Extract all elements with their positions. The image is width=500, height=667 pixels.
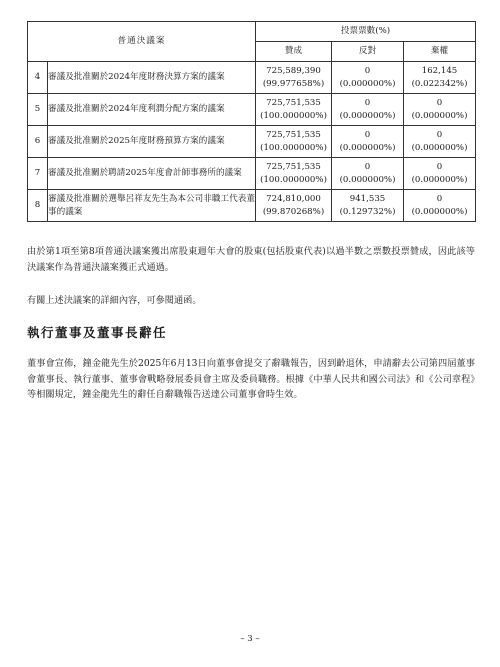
passed-resolutions-paragraph: 由於第1項至第8項普通決議案獲出席股東週年大會的股東(包括股東代表)以過半數之票數投票贊成，因此該等決議案作為普通決議案獲正式通過。 (27, 246, 475, 273)
votes-abstain-count: 0 (436, 130, 443, 140)
votes-for-percent: (100.000000%) (260, 110, 327, 121)
votes-against (332, 190, 404, 222)
row-number: 5 (28, 94, 48, 126)
votes-for-percent: (100.000000%) (260, 174, 327, 185)
column-abstain: 棄權 (404, 42, 476, 62)
votes-against (332, 62, 404, 94)
resolution-text: 審議及批准關於聘請2025年度會計師事務所的議案 (48, 158, 256, 190)
votes-for-count: 725,589,390 (266, 66, 321, 76)
votes-against-count: 0 (364, 66, 371, 76)
votes-against-percent: (0.000000%) (339, 174, 396, 185)
section-heading: 執行董事及董事長辭任 (27, 325, 168, 340)
table-row (28, 126, 476, 158)
column-for: 贊成 (256, 42, 332, 62)
votes-against-count: 0 (364, 130, 371, 140)
table-row (28, 190, 476, 222)
votes-abstain (404, 158, 476, 190)
votes-for (256, 62, 332, 94)
row-number: 4 (28, 62, 48, 94)
votes-against (332, 94, 404, 126)
table-row (28, 158, 476, 190)
votes-abstain-count: 162,145 (421, 66, 458, 76)
votes-abstain-count: 0 (436, 194, 443, 204)
votes-against-count: 941,535 (349, 194, 386, 204)
page-number: – 3 – (240, 634, 260, 644)
votes-abstain (404, 62, 476, 94)
votes-for (256, 158, 332, 190)
row-number: 7 (28, 158, 48, 190)
votes-for-count: 725,751,535 (266, 162, 321, 172)
votes-against-percent: (0.000000%) (339, 142, 396, 153)
votes-for-percent: (100.000000%) (260, 142, 327, 153)
votes-header: 投票票數(%) (256, 22, 476, 42)
votes-for (256, 190, 332, 222)
table-row (28, 94, 476, 126)
votes-against-percent: (0.129732%) (339, 206, 396, 217)
votes-abstain-percent: (0.022342%) (411, 78, 468, 89)
votes-abstain-percent: (0.000000%) (411, 142, 468, 153)
votes-abstain-percent: (0.000000%) (411, 110, 468, 121)
votes-abstain (404, 126, 476, 158)
votes-abstain-count: 0 (436, 162, 443, 172)
votes-for-percent: (99.870268%) (262, 206, 325, 217)
row-number: 6 (28, 126, 48, 158)
votes-against-percent: (0.000000%) (339, 78, 396, 89)
votes-against (332, 126, 404, 158)
resolution-text: 審議及批准關於2024年度利潤分配方案的議案 (48, 94, 256, 126)
row-number: 8 (28, 190, 48, 222)
voting-results-table (27, 21, 476, 222)
votes-abstain (404, 94, 476, 126)
votes-for (256, 94, 332, 126)
votes-against-count: 0 (364, 98, 371, 108)
votes-for-count: 725,751,535 (266, 98, 321, 108)
resignation-paragraph: 董事會宣佈，鐘金龍先生於2025年6月13日向董事會提交了辭職報告，因到齡退休，申請辭去公司第四屆董事會董事長、執行董事、董事會戰略發展委員會主席及委員職務。根據《中華人民共和國公司法》和《公司章程》等相關規定，鐘金龍先生的辭任自辭職報告送達公司董事會時生效。 (27, 358, 475, 400)
resolution-text: 審議及批准關於選舉呂祥友先生為本公司非職工代表董事的議案 (48, 190, 256, 222)
votes-against (332, 158, 404, 190)
circular-reference-paragraph: 有關上述決議案的詳細內容，可參閱通函。 (27, 295, 202, 306)
table-row (28, 62, 476, 94)
column-against: 反對 (332, 42, 404, 62)
votes-abstain-count: 0 (436, 98, 443, 108)
votes-for-percent: (99.977658%) (262, 78, 325, 89)
votes-for-count: 725,751,535 (266, 130, 321, 140)
resolution-header: 普通決議案 (28, 22, 256, 62)
resolution-text: 審議及批准關於2024年度財務決算方案的議案 (48, 62, 256, 94)
votes-against-count: 0 (364, 162, 371, 172)
votes-abstain-percent: (0.000000%) (411, 206, 468, 217)
votes-abstain (404, 190, 476, 222)
votes-against-percent: (0.000000%) (339, 110, 396, 121)
votes-abstain-percent: (0.000000%) (411, 174, 468, 185)
votes-for (256, 126, 332, 158)
votes-for-count: 724,810,000 (266, 194, 321, 204)
resolution-text: 審議及批准關於2025年度財務預算方案的議案 (48, 126, 256, 158)
